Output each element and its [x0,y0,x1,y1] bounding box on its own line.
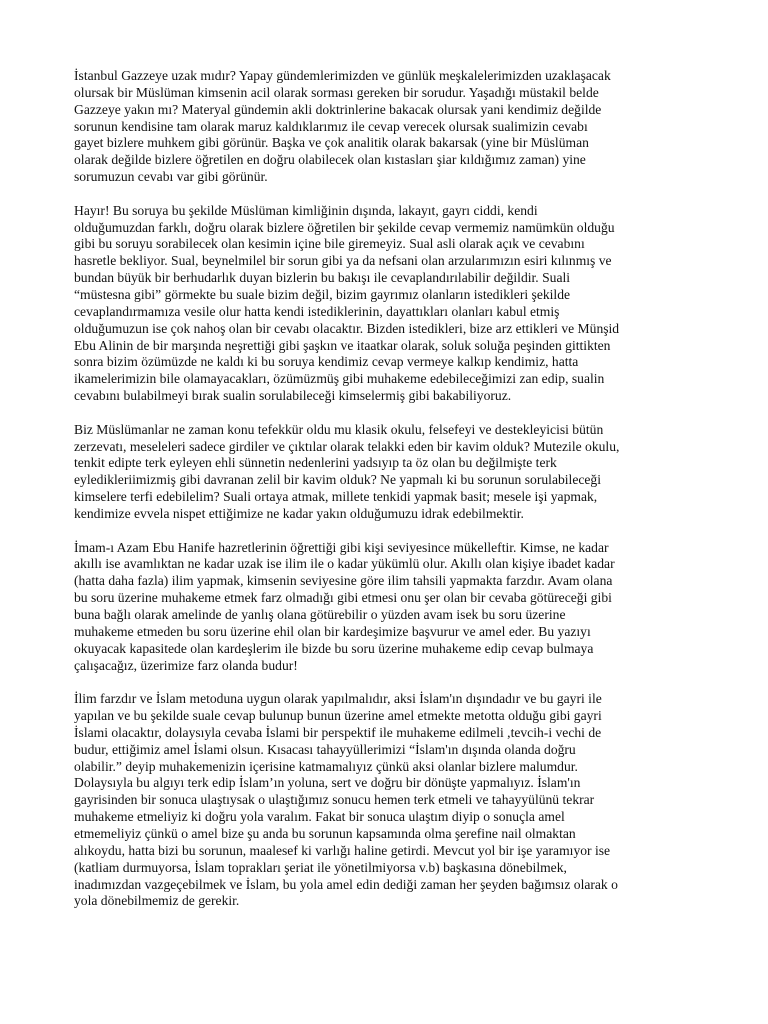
document-body [74,68,704,927]
paragraph-2: Hayır! Bu soruya bu şekilde Müslüman kimliğinin dışında, lakayıt, gayrı ciddi, kendi olduğumuzdan farklı, doğru olarak bizlere öğretilen bir şekilde cevap vermemiz namümkün olduğu gibi bu soruyu sorabilecek olan kesimin içine bile giremeyiz. Sual asli olarak açık ve cevabını hasretle bekliyor. Sual, beynelmilel bir sorun gibi ya da nefsani olan arzularımızın esiri kılınmış ve bundan büyük bir berhudarlık duyan bizlerin bu bakışı ile cevaplandırılabilir değildir. Suali “müstesna gibi” görmekte bu suale bizim değil, bizim gayrımız olanların istedikleri şekilde cevaplandırmamıza vesile olur hatta kendi istediklerinin, dayattıkları olanları kabul etmiş olduğumuzun ise çok nahoş olan bir cevabı olacaktır. Bizden istedikleri, bize arz ettikleri ve Münşid Ebu Alinin de bir marşında neşrettiği gibi şaşkın ve itaatkar olarak, soluk soluğa peşinden gittikten sonra bizim özümüzde ne kaldı ki bu soruya kendimiz cevap vermeye kalkıp kendimiz, hatta ikamelerimizin bile olamayacakları, özümüzmüş gibi muhakeme edebileceğimizi zan edip, sualin cevabını bulabilmeyi bırak sualin sorulabileceği kimselermiş gibi bakabiliyoruz. [74,202,620,404]
paragraph-4: İmam-ı Azam Ebu Hanife hazretlerinin öğrettiği gibi kişi seviyesince mükelleftir. Kimse, ne kadar akıllı ise avamlıktan ne kadar uzak ise ilim ile o kadar yükümlü olur. Akıllı olan kişiye ibadet kadar (hatta daha fazla) ilim yapmak, kimsenin seviyesine göre ilim tahsili yapmakta farzdır. Avam olana bu soru üzerine muhakeme etmek farz olmadığı gibi etmesi onu şer olan bir cevaba götüreceği gibi buna bağlı olarak amelinde de yanlış olana götürebilir o yüzden avam isek bu soru üzerine muhakeme etmeden bu soru üzerine ehil olan bir kardeşimize başvurur ve amel eder. Bu yazıyı okuyacak kapasitede olan kardeşlerim ile bizde bu soru üzerine muhakeme edip cevap bulmaya çalışacağız, üzerimize farz olanda budur! [74,539,615,673]
paragraph-3: Biz Müslümanlar ne zaman konu tefekkür oldu mu klasik okulu, felsefeyi ve destekleyicisi bütün zerzevatı, meseleleri sadece girdiler ve çıktılar olarak telakki eden bir kavim olduk? Mutezile okulu, tenkit edipte terk eyleyen ehli sünnetin nedenlerini yadsıyıp ta öz olan bu değilmişte terk eyledikleriimizmiş gibi davranan zelil bir kavim olduk? Ne yapmalı ki bu sorunun sorulabileceği kimselere terfi edebilelim? Suali ortaya atmak, millete tenkidi yapmak basit; mesele işi yapmak, kendimize evvela nispet ettiğimize ne kadar yakın olduğumuzu idrak edebilmektir. [74,421,620,521]
paragraph-1: İstanbul Gazzeye uzak mıdır? Yapay gündemlerimizden ve günlük meşkalelerimizden uzaklaşacak olursak bir Müslüman kimsenin acil olarak sorması gereken bir sorudur. Yaşadığı müstakil belde Gazzeye yakın mı? Materyal gündemin akli doktrinlerine bakacak olursak yani kendimiz değilde sorunun kendisine tam olarak maruz kaldıklarımız ile cevap verecek olursak sualimizin cevabı gayet bizlere muhkem gibi görünür. Başka ve çok analitik olarak bakarsak (yine bir Müslüman olarak değilde bizlere öğretilen en doğru olabilecek olan kıstasları şiar kıldığımız zaman) yine sorumuzun cevabı var gibi görünür. [74,68,611,185]
paragraph-5: İlim farzdır ve İslam metoduna uygun olarak yapılmalıdır, aksi İslam'ın dışındadır ve bu gayri ile yapılan ve bu şekilde suale cevap bulunup bunun üzerine amel etmekte metotta olduğu gibi gayri İslami olacaktır, dolaysıyla cevaba İslami bir perspektif ile muhakeme edilmeli ,tevcih-i vechi de budur, ettiğimiz amel İslami olsun. Kısacası tahayyüllerimizi “İslam'ın dışında olanda doğru olabilir.” deyip muhakemenizin içerisine katmamalıyız çünkü aksi olanlar bizlere malumdur. Dolaysıyla bu algıyı terk edip İslam’ın yoluna, sert ve doğru bir dönüşte yapmalıyız. İslam'ın gayrisinden bir sonuca ulaştıysak o ulaştığımız sonucu hemen terk etmeli ve tahayyülünü tekrar muhakeme etmeliyiz ki doğru yola varalım. Fakat bir sonuca ulaştım diyip o sonuçla amel etmemeliyiz çünkü o amel bize şu anda bu sorunun kapsamında olma şerefine nail olmaktan alıkoydu, hatta bizi bu sorunun, maalesef ki varlığı haline getirdi. Mevcut yol bir işe yaramıyor ise (katliam durmuyorsa, İslam toprakları şeriat ile yönetilmiyorsa v.b) başkasına dönebilmek, inadımızdan vazgeçebilmek ve İslam, bu yola amel edin dediği zaman her şeyden bağımsız olarak o yola dönebilmemiz de gerekir. [74,691,618,909]
